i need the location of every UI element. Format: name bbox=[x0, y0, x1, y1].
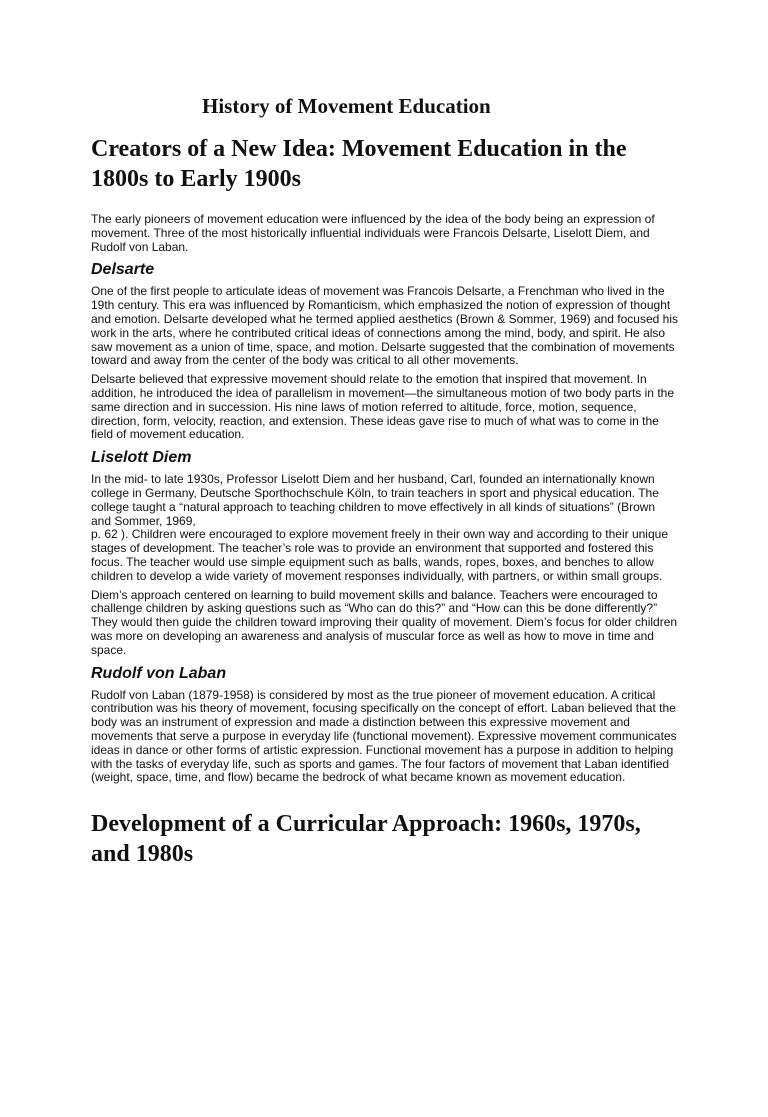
subheading-delsarte: Delsarte bbox=[91, 261, 155, 279]
section-heading-creators: Creators of a New Idea: Movement Education in the 1800s to Early 1900s bbox=[91, 136, 627, 192]
diem-paragraph-1a: In the mid- to late 1930s, Professor Liselott Diem and her husband, Carl, founded an internationally known college in Germany, Deutsche Sporthochschule Köln, to train teachers in sport and physical education. The college taught a “natural approach to teaching children to move effectively in all kinds of situations” (Brown and Sommer, 1969, bbox=[91, 472, 659, 528]
laban-paragraph-1: Rudolf von Laban (1879-1958) is considered by most as the true pioneer of movement education. A critical contribution was his theory of movement, focusing specifically on the concept of effort. Laban believed that the body was an instrument of expression and made a distinction between this expressive movement and movements that serve a purpose in everyday life (functional movement). Expressive movement communicates ideas in dance or other forms of artistic expression. Functional movement has a purpose in addition to helping with the tasks of everyday life, such as sports and games. The four factors of movement that Laban identified (weight, space, time, and flow) became the bedrock of what became known as movement education. bbox=[91, 687, 677, 785]
intro-paragraph: The early pioneers of movement education were influenced by the idea of the body being an expression of movement. Three of the most historically influential individuals were Francois Delsarte, Liselott Diem, and Rudolf von Laban. bbox=[91, 212, 655, 254]
document-page bbox=[0, 93, 768, 1117]
subheading-liselott-diem: Liselott Diem bbox=[91, 449, 192, 467]
diem-paragraph-2: Diem’s approach centered on learning to build movement skills and balance. Teachers were encouraged to challenge children by asking questions such as “Who can do this?” and “How can this be done differently?” They would then guide the children toward improving their quality of movement. Diem’s focus for older children was more on developing an awareness and analysis of muscular force as well as how to move in time and space. bbox=[91, 587, 678, 657]
delsarte-paragraph-1: One of the first people to articulate ideas of movement was Francois Delsarte, a Frenchman who lived in the 19th century. This era was influenced by Romanticism, which emphasized the notion of expression of thought and emotion. Delsarte developed what he termed applied aesthetics (Brown & Sommer, 1969) and focused his work in the arts, where he contributed critical ideas of connections among the mind, body, and spirit. He also saw movement as a union of time, space, and motion. Delsarte suggested that the combination of movements toward and away from the center of the body was critical to all other movements. bbox=[91, 284, 679, 368]
delsarte-paragraph-2: Delsarte believed that expressive movement should relate to the emotion that inspired that movement. In addition, he introduced the idea of parallelism in movement—the simultaneous motion of two body parts in the same direction and in succession. His nine laws of motion referred to altitude, force, motion, sequence, direction, form, velocity, reaction, and extension. These ideas gave rise to much of what was to come in the field of movement education. bbox=[91, 372, 674, 442]
diem-paragraph-1b: p. 62 ). Children were encouraged to explore movement freely in their own way and according to their unique stages of development. The teacher’s role was to provide an environment that supported and fostered this focus. The teacher would use simple equipment such as balls, wands, ropes, boxes, and benches to allow children to develop a wide variety of movement responses individually, with partners, or within small groups. bbox=[91, 527, 668, 583]
document-title: History of Movement Education bbox=[202, 94, 491, 118]
section-heading-curricular-approach: Development of a Curricular Approach: 1960s, 1970s, and 1980s bbox=[91, 811, 641, 868]
subheading-rudolf-von-laban: Rudolf von Laban bbox=[91, 664, 227, 682]
